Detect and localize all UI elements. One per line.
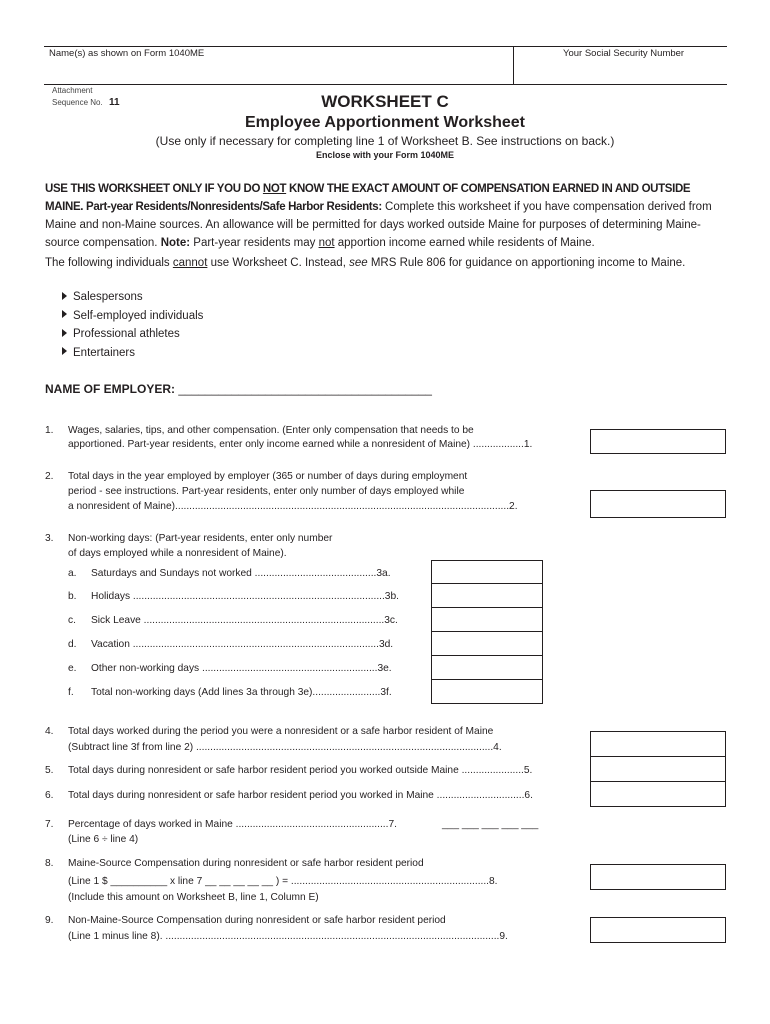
line9-text-b: (Line 1 minus line 8). ......................................................................................................................9.	[68, 931, 508, 942]
line3b-text: Holidays .........................................................................................3b.	[91, 591, 399, 602]
line2-number: 2.	[45, 471, 54, 482]
intro-note-label: Note:	[160, 237, 191, 249]
excl-text-1: The following individuals	[45, 257, 173, 269]
line6-number: 6.	[45, 790, 54, 801]
line4-number: 4.	[45, 726, 54, 737]
line5-number: 5.	[45, 765, 54, 776]
list-item: Professional athletes	[62, 325, 203, 344]
line7-text-b: (Line 6 ÷ line 4)	[68, 834, 139, 845]
line6-input[interactable]	[590, 782, 726, 807]
line7-number: 7.	[45, 819, 54, 830]
line5-input[interactable]	[590, 757, 726, 782]
intro-note-1: Part-year residents may	[190, 237, 319, 249]
intro-note-2: apportion income earned while residents of Maine.	[334, 237, 595, 249]
line4-text-b: (Subtract line 3f from line 2) .........................................................................................................4.	[68, 742, 502, 753]
line8-text-c: (Include this amount on Worksheet B, line 1, Column E)	[68, 892, 319, 903]
line8-input[interactable]	[590, 864, 726, 890]
triangle-bullet-icon	[62, 292, 67, 300]
line5-text: Total days during nonresident or safe harbor resident period you worked outside Maine ......................5.	[68, 765, 533, 776]
line7-text-a: Percentage of days worked in Maine ......................................................7.	[68, 819, 397, 830]
line3-number: 3.	[45, 533, 54, 544]
triangle-bullet-icon	[62, 347, 67, 355]
header-divider	[513, 46, 514, 84]
line3c-input[interactable]	[431, 608, 543, 632]
triangle-bullet-icon	[62, 310, 67, 318]
intro-normal: Complete this worksheet if you have compensation derived from Maine and non-Maine sources. An allowance will be permitted for days worked outside Maine for purposes of determining Maine-source compensation.	[45, 201, 712, 249]
list-item: Entertainers	[62, 344, 203, 363]
line3a-text: Saturdays and Sundays not worked ...........................................3a.	[91, 568, 391, 579]
line4-text-a: Total days worked during the period you were a nonresident or a safe harbor resident of Maine	[68, 726, 494, 737]
line8-text-a: Maine-Source Compensation during nonresident or safe harbor resident period	[68, 858, 424, 869]
line3e-letter: e.	[68, 663, 77, 674]
intro-note-not: not	[318, 237, 335, 249]
line1-text-a: Wages, salaries, tips, and other compensation. (Enter only compensation that needs to be	[68, 425, 474, 436]
line1-number: 1.	[45, 425, 54, 436]
line3-text-b: of days employed while a nonresident of Maine).	[68, 548, 287, 559]
line9-input[interactable]	[590, 917, 726, 943]
line3b-input[interactable]	[431, 584, 543, 608]
line3d-letter: d.	[68, 639, 77, 650]
excl-text-2: use Worksheet C. Instead,	[207, 257, 350, 269]
line3f-letter: f.	[68, 687, 74, 698]
sequence-number: 11	[108, 97, 120, 108]
names-label: Name(s) as shown on Form 1040ME	[49, 48, 205, 59]
sequence-text: Sequence No.	[52, 98, 103, 107]
line3e-input[interactable]	[431, 656, 543, 680]
list-item: Self-employed individuals	[62, 307, 203, 326]
ssn-label: Your Social Security Number	[563, 48, 685, 59]
worksheet-title: WORKSHEET C	[321, 92, 449, 111]
names-field[interactable]	[44, 60, 510, 82]
line6-text: Total days during nonresident or safe harbor resident period you worked in Maine ...............................6.	[68, 790, 533, 801]
intro-bold-not: NOT	[262, 183, 287, 195]
line2-text-b: period - see instructions. Part-year residents, enter only number of days employed while	[68, 486, 465, 497]
line3-text-a: Non-working days: (Part-year residents, enter only number	[68, 533, 333, 544]
employer-label: NAME OF EMPLOYER:	[45, 382, 176, 396]
list-item: Salespersons	[62, 288, 203, 307]
line1-input[interactable]	[590, 429, 726, 454]
line3f-text: Total non-working days (Add lines 3a through 3e)........................3f.	[91, 687, 392, 698]
excl-cannot: cannot	[172, 257, 208, 269]
ssn-field[interactable]	[516, 60, 724, 82]
excl-see: see	[349, 257, 368, 269]
line3c-text: Sick Leave .....................................................................................3c.	[91, 615, 398, 626]
line2-text-a: Total days in the year employed by employer (365 or number of days during employment	[68, 471, 468, 482]
line3f-input[interactable]	[431, 680, 543, 704]
line3c-letter: c.	[68, 615, 76, 626]
line3e-text: Other non-working days ..............................................................3e.	[91, 663, 392, 674]
exclusion-list	[62, 288, 203, 362]
excl-text-3: MRS Rule 806 for guidance on apportioning income to Maine.	[367, 257, 686, 269]
intro-bold-2: KNOW THE EXACT AMOUNT OF COMPENSATION EARNED IN AND OUTSIDE MAINE. Part-year Residents/Nonresidents/Safe Harbor Residents:	[45, 183, 691, 213]
line2-input[interactable]	[590, 490, 726, 518]
triangle-bullet-icon	[62, 329, 67, 337]
line8-text-b: (Line 1 $ __________ x line 7 __ __ __ __ __ ) = ......................................................................8.	[68, 876, 498, 887]
line3d-input[interactable]	[431, 632, 543, 656]
line2-text-c: a nonresident of Maine)......................................................................................................................2.	[68, 501, 518, 512]
worksheet-subtitle: Employee Apportionment Worksheet	[244, 114, 526, 131]
exclusions-paragraph	[45, 254, 715, 272]
line3b-letter: b.	[68, 591, 77, 602]
header-bottom-rule	[44, 84, 727, 85]
line9-text-a: Non-Maine-Source Compensation during nonresident or safe harbor resident period	[68, 915, 446, 926]
employer-row	[45, 382, 432, 396]
line7-percentage-blanks[interactable]: ___ ___ ___ ___ ___	[442, 819, 539, 830]
line4-input[interactable]	[590, 731, 726, 757]
intro-bold-1: USE THIS WORKSHEET ONLY IF YOU DO	[45, 183, 263, 195]
header-top-rule	[44, 46, 727, 47]
use-note: (Use only if necessary for completing line 1 of Worksheet B. See instructions on back.)	[155, 134, 615, 148]
line9-number: 9.	[45, 915, 54, 926]
intro-paragraph	[45, 180, 728, 252]
line3d-text: Vacation .......................................................................................3d.	[91, 639, 394, 650]
employer-field[interactable]: ______________________________________	[178, 382, 432, 396]
line3a-letter: a.	[68, 568, 77, 579]
line1-text-b: apportioned. Part-year residents, enter only income earned while a nonresident of Maine) ..................1.	[68, 439, 533, 450]
line3a-input[interactable]	[431, 560, 543, 584]
line8-number: 8.	[45, 858, 54, 869]
attachment-label: Attachment	[52, 86, 93, 95]
enclose-note: Enclose with your Form 1040ME	[315, 150, 455, 160]
